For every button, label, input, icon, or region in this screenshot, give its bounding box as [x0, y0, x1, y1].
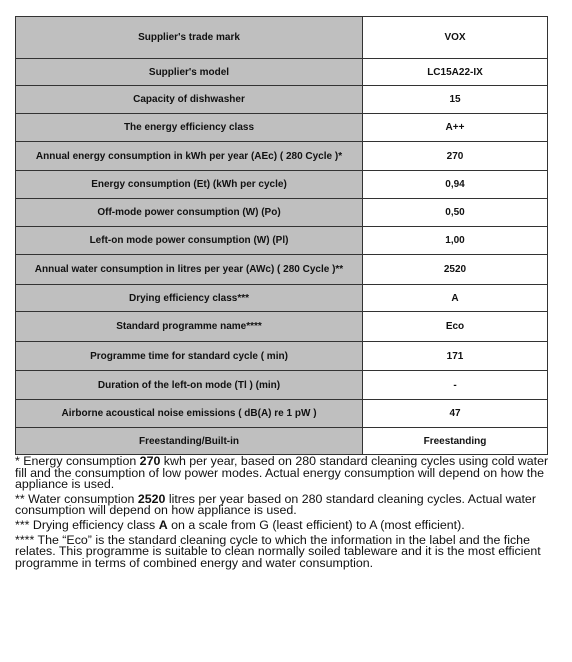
footnote-eco: **** The “Eco” is the standard cleaning cycle to which the information in the label and the fiche relates. This programme is suitable to clean normally soiled tableware and it is the most efficient programme in terms of combined energy and water consumption. — [15, 532, 541, 570]
table-row — [16, 312, 548, 342]
footnote-value: 270 — [139, 454, 161, 468]
product-fiche-body — [16, 17, 548, 455]
row-label: Supplier's trade mark — [16, 17, 363, 59]
row-value: - — [363, 371, 548, 400]
row-label: Off-mode power consumption (W) (Po) — [16, 199, 363, 227]
row-label: Annual water consumption in litres per year (AWc) ( 280 Cycle )** — [16, 255, 363, 285]
footnote-text: ** Water consumption — [15, 491, 138, 506]
row-label: Supplier's model — [16, 59, 363, 86]
row-value: 0,94 — [363, 171, 548, 199]
table-row — [16, 199, 548, 227]
row-label: Freestanding/Built-in — [16, 428, 363, 455]
row-value: VOX — [363, 17, 548, 59]
row-value: A++ — [363, 114, 548, 142]
row-value: 0,50 — [363, 199, 548, 227]
table-row — [16, 171, 548, 199]
footnotes — [15, 456, 555, 572]
table-row — [16, 428, 548, 455]
footnote-water — [15, 491, 555, 518]
row-value: A — [363, 285, 548, 312]
row-label: Programme time for standard cycle ( min) — [16, 342, 363, 371]
row-value: 15 — [363, 86, 548, 114]
row-label: Left-on mode power consumption (W) (Pl) — [16, 227, 363, 255]
row-label: Standard programme name**** — [16, 312, 363, 342]
row-value: Freestanding — [363, 428, 548, 455]
row-value: 171 — [363, 342, 548, 371]
table-row — [16, 255, 548, 285]
table-row — [16, 342, 548, 371]
row-label: Energy consumption (Et) (kWh per cycle) — [16, 171, 363, 199]
row-value: 270 — [363, 142, 548, 171]
table-row — [16, 17, 548, 59]
row-value: 2520 — [363, 255, 548, 285]
row-label: Airborne acoustical noise emissions ( dB(A) re 1 pW ) — [16, 400, 363, 428]
row-value: 1,00 — [363, 227, 548, 255]
row-label: Drying efficiency class*** — [16, 285, 363, 312]
footnote-text: kwh per year, based on 280 standard cleaning cycles using cold water fill and the consumption of low power modes. Actual energy consumption will depend on how the appliance is used. — [15, 454, 549, 492]
footnote-text: *** Drying efficiency class — [15, 517, 159, 532]
footnote-drying — [15, 517, 555, 532]
table-row — [16, 400, 548, 428]
row-value: Eco — [363, 312, 548, 342]
footnote-text: on a scale from G (least efficient) to A (most efficient). — [167, 517, 465, 532]
row-label: The energy efficiency class — [16, 114, 363, 142]
row-label: Duration of the left-on mode (Tl ) (min) — [16, 371, 363, 400]
table-row — [16, 142, 548, 171]
footnote-text: * Energy consumption — [15, 454, 140, 468]
product-fiche-table — [15, 16, 548, 455]
table-row — [16, 285, 548, 312]
table-row — [16, 114, 548, 142]
table-row — [16, 227, 548, 255]
footnote-text: litres per year based on 280 standard cleaning cycles. Actual water consumption will depend on how appliance is used. — [15, 491, 536, 518]
table-row — [16, 86, 548, 114]
row-value: 47 — [363, 400, 548, 428]
table-row — [16, 59, 548, 86]
footnote-value: 2520 — [137, 491, 166, 506]
row-label: Capacity of dishwasher — [16, 86, 363, 114]
row-value: LC15A22-IX — [363, 59, 548, 86]
table-row — [16, 371, 548, 400]
row-label: Annual energy consumption in kWh per year (AEc) ( 280 Cycle )* — [16, 142, 363, 171]
footnote-energy — [15, 456, 555, 491]
footnote-value: A — [158, 517, 168, 532]
